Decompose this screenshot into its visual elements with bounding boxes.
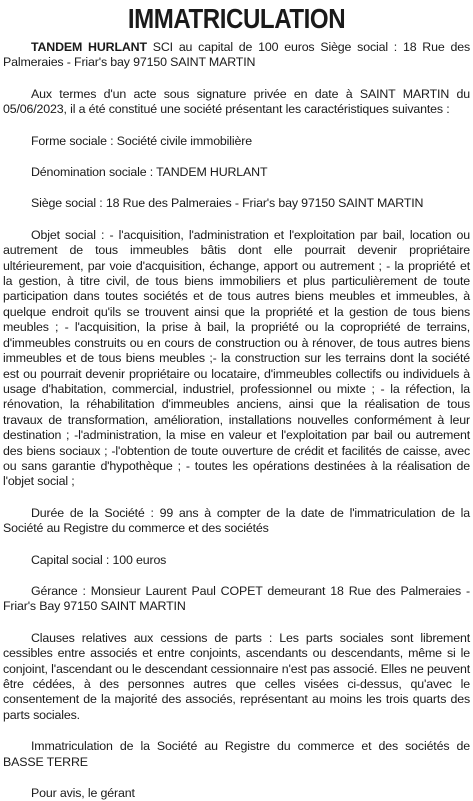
share-capital-paragraph: Capital social : 100 euros	[31, 552, 167, 567]
share-transfer-paragraph: Clauses relatives aux cessions de parts : Les parts sociales sont librement cessibles entre associés et entre conjoints, ascendants ou descendants, même si le conjoint, l'ascendant ou le descendant cessionnaire n'est pas associé. Elles ne peuvent être cédées, à des personnes autres que celles visées ci-dessus, qu'avec le consentement de la majorité des associés, représentant au moins les trois quarts des parts sociales.	[3, 630, 470, 722]
lead-text: SCI au capital de 100 euros Siège social : 18 Rue des Palmeraies - Friar's bay 97150 SAINT MARTIN	[3, 40, 470, 70]
duration-paragraph: Durée de la Société : 99 ans à compter de la date de l'immatriculation de la Société au Registre du commerce et des sociétés	[3, 505, 470, 536]
notice-title: IMMATRICULATION	[127, 3, 346, 34]
management-paragraph: Gérance : Monsieur Laurent Paul COPET demeurant 18 Rue des Palmeraies - Friar's Bay 97150 SAINT MARTIN	[3, 583, 470, 614]
notice-body	[3, 40, 470, 801]
corporate-purpose-paragraph: Objet social : - l'acquisition, l'administration et l'exploitation par bail, location ou autrement de tous immeubles bâtis dont elle pourrait devenir propriétaire ultérieurement, par voie d'acquisition, échange, apport ou autrement ; - la propriété et la gestion, à titre civil, de tous biens immobiliers et plus particulièrement de toute participation dans toutes sociétés et de tous autres biens meubles et immeubles, à quelque endroit qu'ils se trouvent ainsi que la propriété et la gestion de tous biens meubles ; - l'acquisition, la prise à bail, la propriété ou la copropriété de terrains, d'immeubles construits ou en cours de construction ou à rénover, de tous autres biens immeubles et de tous biens meubles ;- la construction sur les terrains dont la société est ou pourrait devenir propriétaire ou locataire, d'immeubles collectifs ou individuels à usage d'habitation, commercial, industriel, professionnel ou mixte ; - la réfection, la rénovation, la réhabilitation d'immeubles anciens, ainsi que la réalisation de tous travaux de transformation, amélioration, installations nouvelles conformément à leur destination ; -l'administration, la mise en valeur et l'exploitation par bail ou autrement des biens sociaux ; -l'obtention de toute ouverture de crédit et facilités de caisse, avec ou sans garantie d'hypothèque ; - toutes les opérations destinées à la réalisation de l'objet social ;	[3, 227, 470, 489]
registered-office-paragraph: Siège social : 18 Rue des Palmeraies - Friar's bay 97150 SAINT MARTIN	[31, 196, 424, 211]
registration-paragraph: Immatriculation de la Société au Registre du commerce et des sociétés de BASSE TERRE	[3, 739, 470, 769]
company-name: TANDEM HURLANT	[31, 40, 147, 54]
lead-paragraph	[3, 40, 470, 71]
company-name-paragraph: Dénomination sociale : TANDEM HURLANT	[31, 165, 268, 180]
signoff: Pour avis, le gérant	[31, 786, 135, 801]
constitution-paragraph: Aux termes d'un acte sous signature privée en date à SAINT MARTIN du 05/06/2023, il a été constitué une société présentant les caractéristiques suivantes :	[3, 86, 470, 117]
legal-form-paragraph: Forme sociale : Société civile immobilière	[31, 133, 252, 148]
